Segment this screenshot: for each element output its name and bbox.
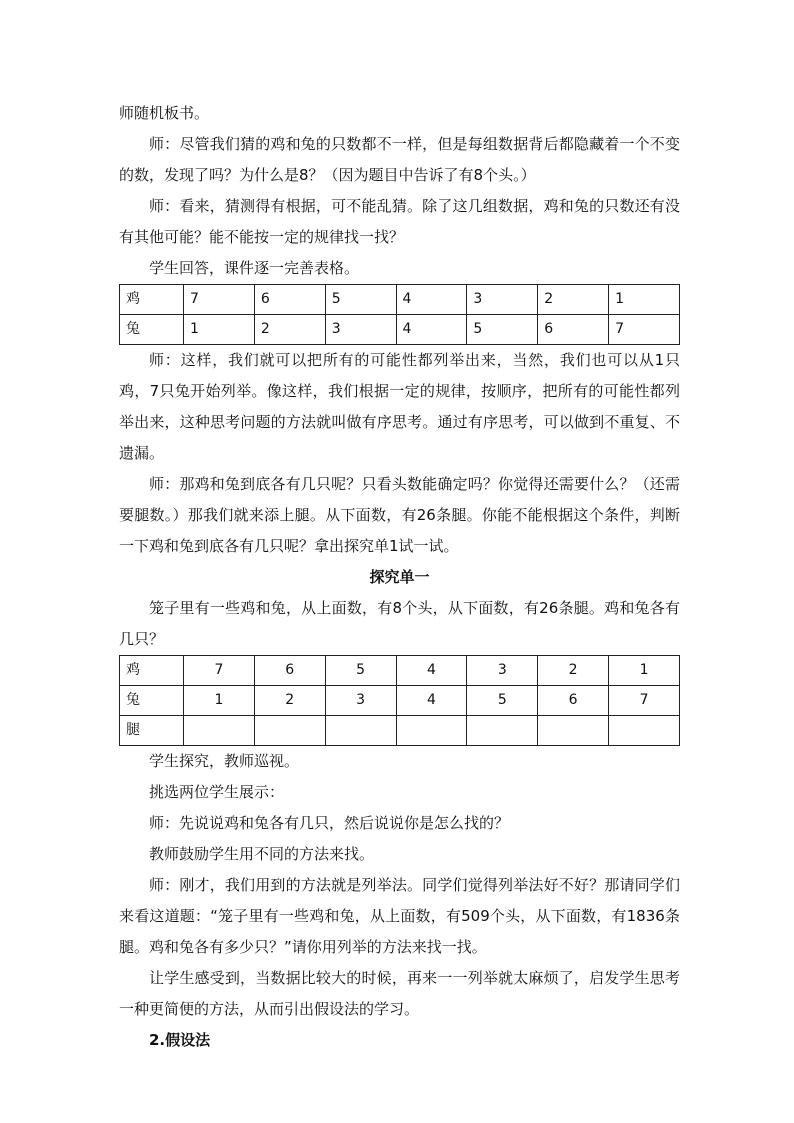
table-cell: 7 [609,315,680,345]
table-cell: 鸡 [120,656,184,686]
table-cell: 3 [325,686,396,716]
table-cell: 兔 [120,315,184,345]
table-cell-empty [254,716,325,746]
table-cell: 4 [396,285,467,315]
table-cell: 6 [254,656,325,686]
paragraph: 师：这样，我们就可以把所有的可能性都列举出来，当然，我们也可以从1只鸡，7只兔开始列举。像这样，我们根据一定的规律，按顺序，把所有的可能性都列举出来，这种思考问题的方法就叫做有序思考。通过有序思考，可以做到不重复、不遗漏。 [119,351,680,462]
enumeration-table [119,284,680,345]
table-row-rabbit [120,315,680,345]
table-cell: 2 [254,315,325,345]
table-cell: 6 [538,315,609,345]
worksheet-table [119,655,680,746]
table-row-rabbit [120,686,680,716]
paragraph: 学生回答，课件逐一完善表格。 [149,259,360,277]
paragraph: 挑选两位学生展示： [149,783,285,801]
table-cell: 5 [467,315,538,345]
table-cell-empty [184,716,255,746]
table-cell: 7 [184,656,255,686]
subheading: 2.假设法 [149,1031,211,1049]
paragraph: 让学生感受到，当数据比较大的时候，再来一一列举就太麻烦了，启发学生思考一种更简便的方法，从而引出假设法的学习。 [119,969,680,1018]
paragraph: 师：刚才，我们用到的方法就是列举法。同学们觉得列举法好不好？那请同学们来看这道题：“笼子里有一些鸡和兔，从上面数，有509个头，从下面数，有1836条腿。鸡和兔各有多少只？”请你用列举的方法来找一找。 [119,876,680,956]
table-cell: 5 [325,285,396,315]
paragraph: 师：尽管我们猜的鸡和兔的只数都不一样，但是每组数据背后都隐藏着一个不变的数，发现了吗？为什么是8？（因为题目中告诉了有8个头。） [119,135,680,184]
table-cell: 1 [184,315,255,345]
table-cell: 腿 [120,716,184,746]
paragraph: 师：先说说鸡和兔各有几只，然后说说你是怎么找的？ [149,814,510,832]
table-cell-empty [609,716,680,746]
table-cell: 4 [396,686,467,716]
table-row-legs [120,716,680,746]
table-cell: 2 [538,656,609,686]
paragraph: 师：那鸡和兔到底各有几只呢？只看头数能确定吗？你觉得还需要什么？（还需要腿数。）那我们就来添上腿。从下面数，有26条腿。你能不能根据这个条件，判断一下鸡和兔到底各有几只呢？拿出探究单1试一试。 [119,475,680,555]
paragraph: 教师鼓励学生用不同的方法来找。 [149,845,375,863]
table-row-chicken [120,656,680,686]
table-cell: 兔 [120,686,184,716]
table-cell: 3 [467,656,538,686]
table-cell-empty [396,716,467,746]
table-cell: 3 [467,285,538,315]
table-cell: 1 [609,285,680,315]
document-body [119,98,680,1056]
table-cell: 6 [254,285,325,315]
section-title: 探究单一 [369,568,430,586]
table-cell: 4 [396,656,467,686]
table-cell: 1 [184,686,255,716]
table-cell-empty [467,716,538,746]
table-row-chicken [120,285,680,315]
table-cell: 3 [325,315,396,345]
table-cell: 2 [254,686,325,716]
table-cell: 1 [609,656,680,686]
table-cell: 7 [184,285,255,315]
table-cell: 鸡 [120,285,184,315]
table-cell: 4 [396,315,467,345]
paragraph: 师随机板书。 [119,104,210,122]
table-cell: 5 [467,686,538,716]
table-cell-empty [325,716,396,746]
paragraph: 学生探究，教师巡视。 [149,752,300,770]
table-cell: 6 [538,686,609,716]
paragraph: 师：看来，猜测得有根据，可不能乱猜。除了这几组数据，鸡和兔的只数还有没有其他可能？能不能按一定的规律找一找？ [119,197,680,246]
table-cell-empty [538,716,609,746]
problem-statement: 笼子里有一些鸡和兔，从上面数，有8个头，从下面数，有26条腿。鸡和兔各有几只？ [119,599,680,648]
table-cell: 5 [325,656,396,686]
table-cell: 2 [538,285,609,315]
table-cell: 7 [609,686,680,716]
